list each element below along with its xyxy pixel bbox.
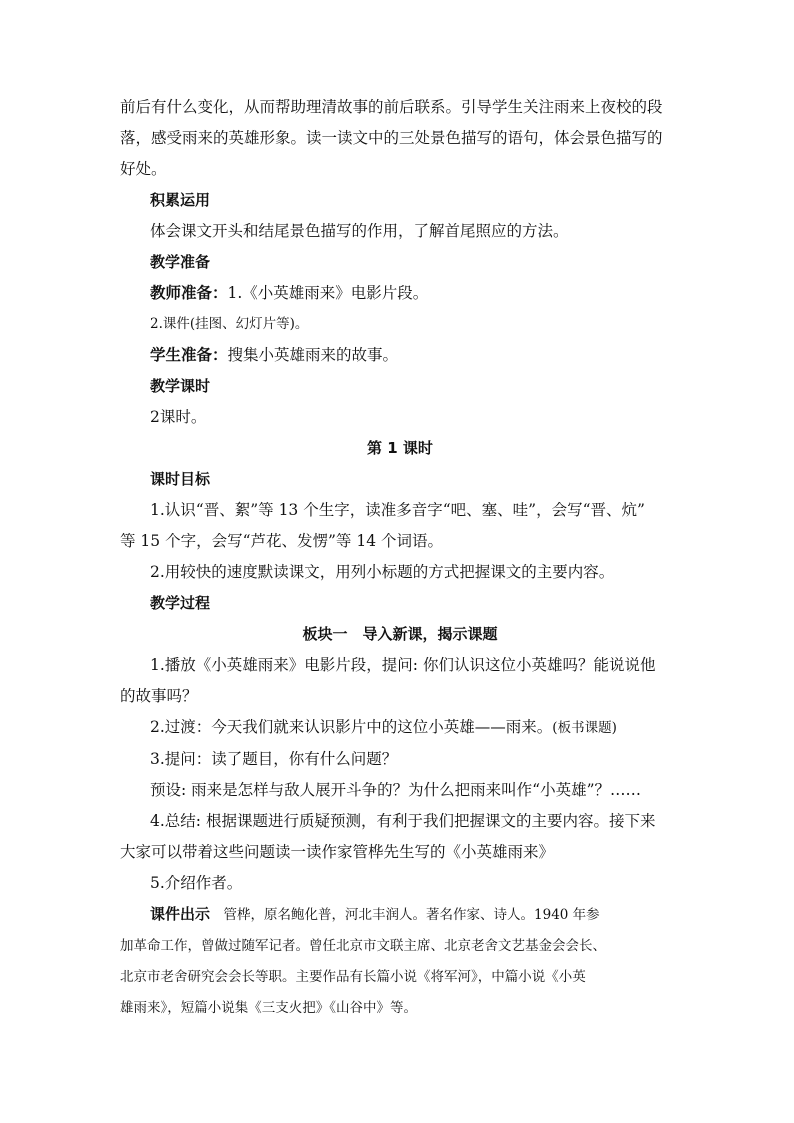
courseware-line: 加革命工作，曾做过随军记者。曾任北京市文联主席、北京老舍文艺基金会会长、 — [120, 938, 606, 954]
step-line: 4.总结: 根据课题进行质疑预测，有利于我们把握课文的主要内容。接下来 — [150, 812, 656, 830]
teacher-prep-line — [120, 278, 680, 309]
courseware-line: 北京市老舍研究会会长等职。主要作品有长篇小说《将军河》，中篇小说《小英 — [120, 969, 586, 985]
teacher-prep-label: 教师准备： — [150, 284, 228, 302]
courseware-line — [120, 899, 680, 931]
step-line: 大家可以带着这些问题读一读作家管桦先生写的《小英雄雨来》 — [120, 843, 555, 861]
section-heading-goals: 课时目标 — [150, 470, 211, 488]
goal-line: 1.认识“晋、絮”等 13 个生字，读准多音字“吧、塞、哇”，会写“晋、炕” — [150, 501, 645, 519]
section-heading-accumulate: 积累运用 — [150, 191, 211, 209]
courseware-text: 管桦，原名鲍化普，河北丰润人。著名作家、诗人。1940 年参 — [210, 907, 600, 923]
courseware-item: 2.课件(挂图、幻灯片等)。 — [150, 316, 309, 332]
student-prep-label: 学生准备： — [150, 346, 228, 364]
teacher-prep-text: 1.《小英雄雨来》电影片段。 — [227, 284, 429, 302]
section-heading-process: 教学过程 — [150, 594, 211, 612]
step2-note: (板书课题) — [552, 720, 617, 736]
courseware-line: 雄雨来》，短篇小说集《三支火把》《山谷中》等。 — [120, 1000, 417, 1016]
preset-text: 雨来是怎样与敌人展开斗争的？为什么把雨来叫作“小英雄”？…… — [191, 781, 642, 799]
step-line: 5.介绍作者。 — [150, 874, 243, 892]
accumulate-text: 体会课文开头和结尾景色描写的作用，了解首尾照应的方法。 — [150, 222, 569, 240]
section-heading-prep: 教学准备 — [150, 253, 211, 271]
goal-line: 等 15 个字，会写“芦花、发愣”等 14 个词语。 — [120, 532, 444, 550]
step2-main: 2.过渡：今天我们就来认识影片中的这位小英雄——雨来。 — [150, 718, 553, 736]
student-prep-text: 搜集小英雄雨来的故事。 — [227, 346, 399, 364]
block-title: 板块一 导入新课，揭示课题 — [302, 625, 498, 643]
preset-label: 预设: — [150, 781, 192, 799]
goal-line: 2.用较快的速度默读课文，用列小标题的方式把握课文的主要内容。 — [150, 563, 615, 581]
preset-line — [120, 775, 680, 806]
courseware-label: 课件出示 — [150, 905, 211, 923]
step-line: 3.提问：读了题目，你有什么问题？ — [150, 750, 398, 768]
paragraph-line: 落，感受雨来的英雄形象。读一读文中的三处景色描写的语句，体会景色描写的 — [120, 129, 663, 147]
step-line — [120, 712, 680, 744]
student-prep-line — [120, 340, 680, 371]
step-line: 1.播放《小英雄雨来》电影片段，提问: 你们认识这位小英雄吗？能说说他 — [150, 656, 656, 674]
section-heading-hours: 教学课时 — [150, 377, 211, 395]
paragraph-line: 前后有什么变化，从而帮助理清故事的前后联系。引导学生关注雨来上夜校的段 — [120, 98, 663, 116]
hours-text: 2课时。 — [150, 408, 207, 426]
paragraph-line: 好处。 — [120, 160, 167, 178]
step-line: 的故事吗？ — [120, 687, 198, 705]
document-page — [120, 92, 680, 1024]
lesson-title: 第 1 课时 — [367, 439, 433, 457]
